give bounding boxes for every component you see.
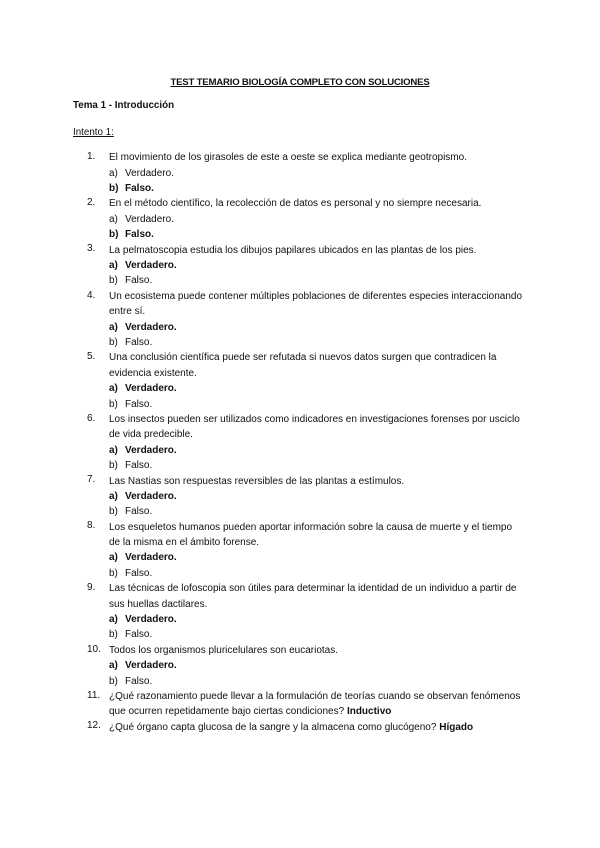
option-text: Falso. — [125, 229, 154, 241]
question-line: ¿Qué razonamiento puede llevar a la formulación de teorías cuando se observan fenómenos — [109, 690, 521, 702]
question-item — [73, 351, 529, 413]
question-number: 11. — [87, 689, 101, 701]
question-item — [73, 644, 529, 690]
option-letter: b) — [109, 675, 118, 687]
question-item — [73, 290, 529, 352]
question-item — [73, 582, 529, 644]
question-number: 5. — [87, 351, 96, 363]
question-text — [109, 151, 529, 166]
option-letter: a) — [109, 321, 118, 333]
option — [109, 674, 529, 689]
option-letter: a) — [109, 260, 118, 272]
question-line: Un ecosistema puede contener múltiples poblaciones de diferentes especies interaccionando — [109, 290, 523, 302]
question-item — [73, 243, 529, 289]
answer-text: Inductivo — [346, 706, 392, 718]
option-text: Verdadero. — [125, 660, 177, 672]
question-item — [73, 474, 529, 520]
question-number: 7. — [87, 474, 96, 486]
option-text: Falso. — [125, 275, 153, 287]
option-text: Verdadero. — [125, 614, 177, 626]
question-line: de vida predecible. — [109, 429, 193, 441]
question-line: La pelmatoscopia estudia los dibujos papilares ubicados en las plantas de los pies. — [109, 244, 477, 256]
question-text — [109, 520, 529, 551]
option — [109, 628, 529, 643]
option-correct — [109, 320, 529, 335]
question-text — [109, 290, 529, 321]
option-text: Verdadero. — [125, 383, 177, 395]
option-letter: b) — [109, 336, 118, 348]
question-item — [73, 720, 529, 735]
option — [109, 459, 529, 474]
option-correct — [109, 659, 529, 674]
question-line: Las técnicas de lofoscopia son útiles para determinar la identidad de un individuo a partir de — [109, 583, 517, 595]
option-correct — [109, 259, 529, 274]
question-item — [73, 520, 529, 582]
option-text: Verdadero. — [125, 552, 177, 564]
option-text: Falso. — [125, 567, 153, 579]
option-letter: b) — [109, 629, 118, 641]
question-item — [73, 197, 529, 243]
option-correct — [109, 443, 529, 458]
option-text: Verdadero. — [125, 167, 174, 179]
option-correct — [109, 490, 529, 505]
question-line: sus huellas dactilares. — [109, 598, 208, 610]
option-letter: b) — [109, 275, 118, 287]
question-line: de la misma en el ámbito forense. — [109, 537, 260, 549]
question-number: 12. — [87, 720, 101, 732]
question-text — [109, 582, 529, 613]
question-line: Los insectos pueden ser utilizados como indicadores en investigaciones forenses por usciclo — [109, 413, 520, 425]
question-number: 4. — [87, 289, 96, 301]
option-letter: b) — [109, 567, 118, 579]
question-text — [109, 413, 529, 444]
question-line: ¿Qué órgano capta glucosa de la sangre y la almacena como glucógeno? Hígado — [109, 721, 474, 733]
question-number: 8. — [87, 520, 96, 532]
question-list — [73, 151, 529, 736]
option — [109, 213, 529, 228]
option-letter: a) — [109, 213, 118, 225]
option — [109, 505, 529, 520]
attempt-heading: Intento 1: — [73, 127, 114, 138]
answer-text: Hígado — [439, 721, 474, 733]
option-text: Falso. — [125, 336, 153, 348]
option-correct — [109, 551, 529, 566]
option-letter: b) — [109, 398, 118, 410]
option-text: Verdadero. — [125, 260, 177, 272]
question-item — [73, 151, 529, 197]
option-letter: a) — [109, 614, 118, 626]
option-text: Verdadero. — [125, 490, 177, 502]
option-correct — [109, 613, 529, 628]
question-line: entre sí. — [109, 306, 146, 318]
option-text: Falso. — [125, 183, 154, 195]
section-heading: Tema 1 - Introducción — [73, 100, 175, 111]
question-line: Los esqueletos humanos pueden aportar información sobre la causa de muerte y el tiempo — [109, 521, 513, 533]
question-text — [109, 197, 529, 212]
question-line: En el método científico, la recolección de datos es personal y no siempre necesaria. — [109, 198, 482, 210]
question-item — [73, 690, 529, 721]
option-correct — [109, 182, 529, 197]
question-line: que ocurren repetidamente bajo ciertas condiciones? Inductivo — [109, 706, 392, 718]
option-text: Falso. — [125, 675, 153, 687]
option-letter: a) — [109, 660, 118, 672]
question-line: evidencia existente. — [109, 367, 197, 379]
question-item — [73, 413, 529, 475]
question-line: El movimiento de los girasoles de este a oeste se explica mediante geotropismo. — [109, 152, 467, 164]
question-text — [109, 351, 529, 382]
question-text — [109, 243, 529, 258]
option-text: Verdadero. — [125, 321, 177, 333]
option-text: Falso. — [125, 629, 153, 641]
option-letter: a) — [109, 167, 118, 179]
question-line: Todos los organismos pluricelulares son eucariotas. — [109, 644, 339, 656]
question-text — [109, 474, 529, 489]
question-line: Las Nastias son respuestas reversibles de las plantas a estímulos. — [109, 475, 405, 487]
option-text: Falso. — [125, 398, 153, 410]
question-line: Una conclusión científica puede ser refutada si nuevos datos surgen que contradicen la — [109, 352, 497, 364]
question-text — [109, 690, 529, 721]
question-text — [109, 720, 529, 735]
question-number: 3. — [87, 243, 96, 255]
option-text: Verdadero. — [125, 444, 177, 456]
option — [109, 397, 529, 412]
option-correct — [109, 228, 529, 243]
option-letter: b) — [109, 229, 119, 241]
document-title: TEST TEMARIO BIOLOGÍA COMPLETO CON SOLUCIONES — [170, 77, 430, 88]
option-correct — [109, 382, 529, 397]
question-number: 2. — [87, 197, 96, 209]
question-number: 6. — [87, 412, 96, 424]
option-text: Falso. — [125, 506, 153, 518]
option-letter: a) — [109, 490, 118, 502]
option — [109, 567, 529, 582]
question-text — [109, 644, 529, 659]
option-letter: a) — [109, 552, 118, 564]
question-number: 1. — [87, 151, 96, 162]
option — [109, 274, 529, 289]
option-letter: b) — [109, 460, 118, 472]
option-letter: a) — [109, 383, 118, 395]
question-number: 9. — [87, 581, 96, 593]
option-letter: b) — [109, 183, 119, 195]
option — [109, 166, 529, 181]
option-text: Verdadero. — [125, 213, 174, 225]
option-text: Falso. — [125, 460, 153, 472]
option-letter: a) — [109, 444, 118, 456]
option — [109, 336, 529, 351]
option-letter: b) — [109, 506, 118, 518]
question-number: 10. — [87, 643, 101, 655]
